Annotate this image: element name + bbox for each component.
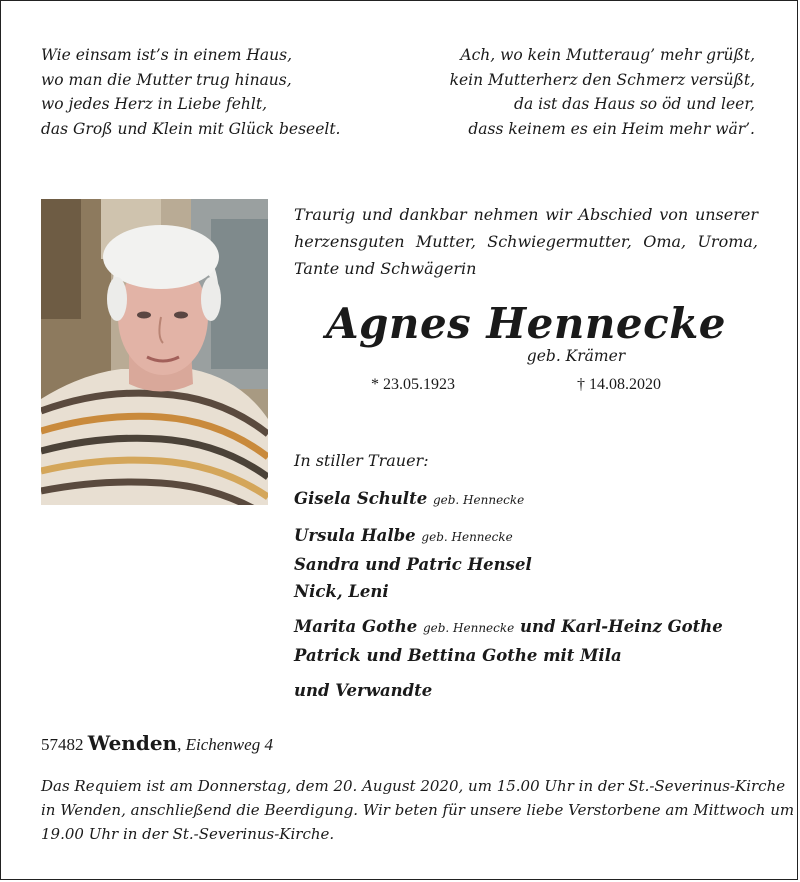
address-city: Wenden (87, 731, 178, 755)
mourner-line: Nick, Leni (294, 582, 389, 601)
mourning-title: In stiller Trauer: (294, 451, 429, 470)
mourners-list (294, 485, 723, 704)
poem-line: das Groß und Klein mit Glück beseelt. (41, 119, 341, 138)
poem-right-stanza (450, 43, 755, 141)
mourner-nee: geb. Hennecke (421, 530, 513, 544)
poem-line: da ist das Haus so öd und leer, (514, 95, 755, 113)
mourner-name: Marita Gothe (294, 617, 418, 636)
address-comma: , (177, 735, 182, 754)
mourner-nee: geb. Hennecke (422, 621, 515, 635)
poem-line: wo man die Mutter trug hinaus, (41, 70, 292, 89)
mourner-line: und Verwandte (294, 681, 433, 700)
intro-line: Tante und Schwägerin (294, 259, 477, 278)
family-address (41, 731, 273, 755)
service-line: in Wenden, anschließend die Beerdigung. Wir beten für unsere liebe Verstorbene am Mittwoch um (41, 801, 795, 819)
mourner-nee: geb. Hennecke (432, 493, 525, 507)
poem-line: Wie einsam ist’s in einem Haus, (41, 46, 292, 64)
service-line: 19.00 Uhr in der St.-Severinus-Kirche. (41, 825, 335, 843)
service-info (41, 774, 795, 846)
poem-line: kein Mutterherz den Schmerz versüßt, (449, 70, 755, 89)
intro-line: Traurig und dankbar nehmen wir Abschied von unserer (294, 205, 758, 224)
death-date: † 14.08.2020 (577, 376, 661, 393)
service-line: Das Requiem ist am Donnerstag, dem 20. August 2020, um 15.00 Uhr in der St.-Severinus-Kirche (41, 777, 786, 795)
mourner-line (294, 613, 723, 642)
mourner-line: Patrick und Bettina Gothe mit Mila (294, 646, 622, 665)
mourner-line (294, 485, 723, 514)
mourner-line (294, 522, 723, 551)
mourner-name: Gisela Schulte (294, 489, 428, 508)
birth-date: * 23.05.1923 (371, 376, 455, 393)
poem-line: Ach, wo kein Mutteraug’ mehr grüßt, (460, 46, 755, 64)
address-street: Eichenweg 4 (185, 735, 273, 754)
portrait-photo (41, 199, 268, 505)
poem-line: dass keinem es ein Heim mehr wär’. (468, 119, 755, 138)
poem-left-stanza (41, 43, 340, 141)
deceased-name: Agnes Hennecke (325, 299, 727, 348)
mourner-name: und Karl-Heinz Gothe (520, 617, 723, 636)
mourner-name: Ursula Halbe (294, 526, 416, 545)
address-zip: 57482 (41, 735, 84, 754)
intro-text (294, 201, 758, 282)
intro-line: herzensguten Mutter, Schwiegermutter, Oma, Uroma, (294, 232, 758, 251)
maiden-name: geb. Krämer (526, 347, 626, 365)
poem-line: wo jedes Herz in Liebe fehlt, (41, 95, 267, 113)
mourner-line: Sandra und Patric Hensel (294, 555, 532, 574)
